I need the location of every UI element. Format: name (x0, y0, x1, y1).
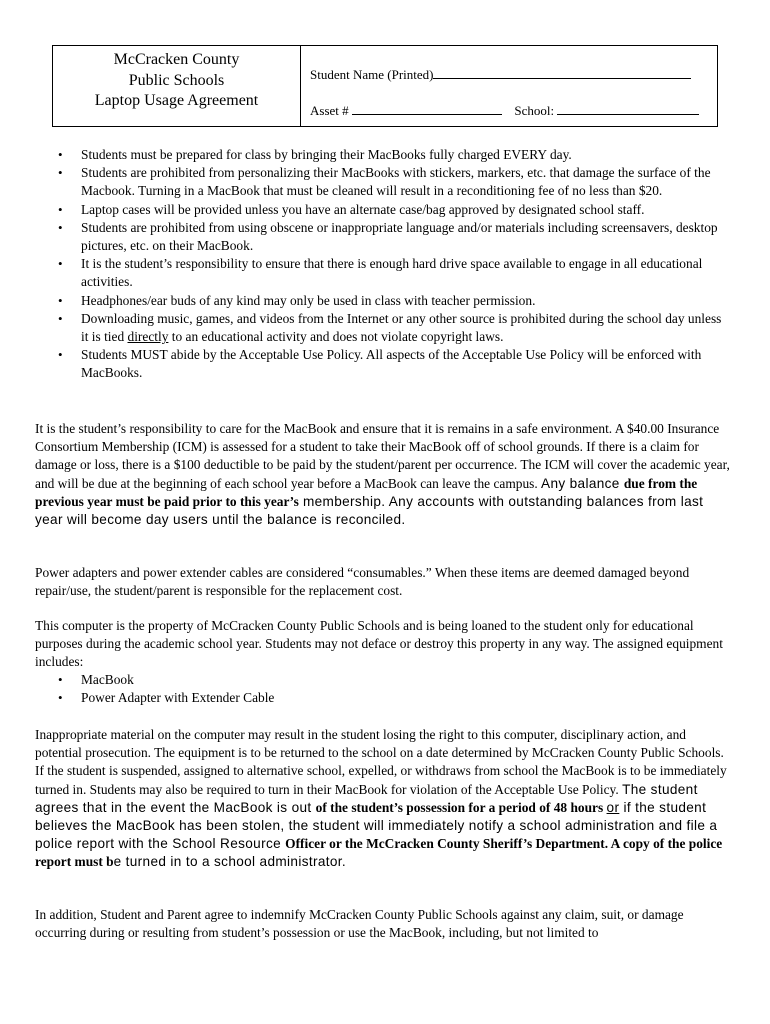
possession-bold-text: of the student’s possession for a period of 48 hours (315, 799, 607, 815)
student-name-blank[interactable] (433, 67, 691, 79)
rules-list-container (52, 146, 732, 383)
header-fields (301, 46, 717, 126)
icm-bold-text: due from the previous year must be paid prior to this year’s (35, 475, 698, 509)
agreement-text: The student agrees that in the event the MacBook is out (35, 781, 698, 815)
org-name-line2: Public Schools (128, 71, 225, 89)
stolen-text: if the student believes the MacBook has been stolen, the student will immediately notify a school administration and file a police report with the School Resource (35, 799, 718, 852)
list-item: • Students MUST abide by the Acceptable Use Policy. All aspects of the Acceptable Use Policy will be enforced with MacBooks. (52, 346, 732, 382)
asset-blank[interactable] (352, 103, 502, 115)
rule-text-post: to an educational activity and does not violate copyright laws. (168, 329, 504, 345)
indemnify-paragraph: In addition, Student and Parent agree to indemnify McCracken County Public Schools against any claim, suit, or damage occurring during or resulting from student’s possession or use the MacBook, including, but not limited to (35, 907, 684, 941)
list-item: • Power Adapter with Extender Cable (52, 689, 752, 707)
list-item: • MacBook (52, 671, 752, 689)
list-item: • Students must be prepared for class by bringing their MacBooks fully charged EVERY day. (52, 146, 732, 164)
icm-paragraph (35, 420, 735, 529)
student-name-label: Student Name (Printed) (310, 67, 434, 82)
header-title-block (53, 46, 301, 126)
org-name-line1: McCracken County (113, 51, 240, 68)
list-item: • Headphones/ear buds of any kind may only be used in class with teacher permission. (52, 292, 732, 310)
school-blank[interactable] (557, 103, 699, 115)
inappropriate-text: Inappropriate material on the computer may result in the student losing the right to this computer, disciplinary action, and potential prosecution. The equipment is to be returned to the school on a date determined by McCracken County Public Schools. If the student is suspended, assigned to alternative school, expelled, or withdraws from school the MacBook is to be immediately turned in. Students may also be required to turn in their MacBook for violation of the Acceptable Use Policy. (35, 727, 727, 797)
asset-label: Asset # (310, 103, 349, 118)
asset-school-row (310, 102, 699, 120)
student-name-row (310, 66, 691, 84)
inappropriate-paragraph (35, 726, 735, 872)
icm-text: It is the student’s responsibility to care for the MacBook and ensure that it is remains in a safe environment. A $40.00 Insurance Consortium Membership (ICM) is assessed for a student to take their MacBook off of school grounds. If there is a claim for damage or loss, there is a $100 deductible to be paid by the student/parent per occurrence. The ICM will cover the academic year, and will be due at the beginning of each school year before a MacBook can leave the campus. (35, 421, 730, 491)
rule-underline: directly (127, 329, 169, 345)
or-underline: or (606, 799, 620, 815)
property-paragraph: This computer is the property of McCracken County Public Schools and is being loaned to the student only for educational purposes during the academic school year. Students may not deface or destroy this property in any way. The assigned equipment includes: (35, 618, 723, 670)
document-title: Laptop Usage Agreement (94, 92, 259, 109)
rules-list (52, 146, 732, 383)
list-item: • Students are prohibited from personalizing their MacBooks with stickers, markers, etc. that damage the surface of the Macbook. Turning in a MacBook that must be cleaned will result in a reconditioning fee of no less than $20. (52, 164, 732, 200)
list-item: • Laptop cases will be provided unless you have an alternate case/bag approved by designated school staff. (52, 201, 732, 219)
school-label: School: (514, 103, 555, 118)
sheriff-bold-text: Officer or the McCracken County Sheriff’s Department. A copy of the police report must b (35, 836, 723, 870)
header-box (52, 45, 718, 127)
list-item (52, 310, 732, 346)
list-item: • Students are prohibited from using obscene or inappropriate language and/or materials including screensavers, desktop pictures, etc. on their MacBook. (52, 219, 732, 255)
administrator-text: e turned in to a school administrator. (113, 854, 347, 870)
power-paragraph: Power adapters and power extender cables are considered “consumables.” When these items are deemed damaged beyond repair/use, the student/parent is responsible for the replacement cost. (35, 565, 690, 599)
icm-membership-text: membership. Any accounts with outstanding balances from last year will become day users until the balance is reconciled. (35, 493, 704, 528)
icm-balance-text: Any balance (541, 475, 624, 491)
rule-text-pre: Downloading music, games, and videos from the Internet or any other source is prohibited during the school day unless it is tied (81, 310, 722, 345)
equipment-list (52, 671, 752, 707)
list-item: • It is the student’s responsibility to ensure that there is enough hard drive space available to engage in all educational activities. (52, 255, 732, 291)
